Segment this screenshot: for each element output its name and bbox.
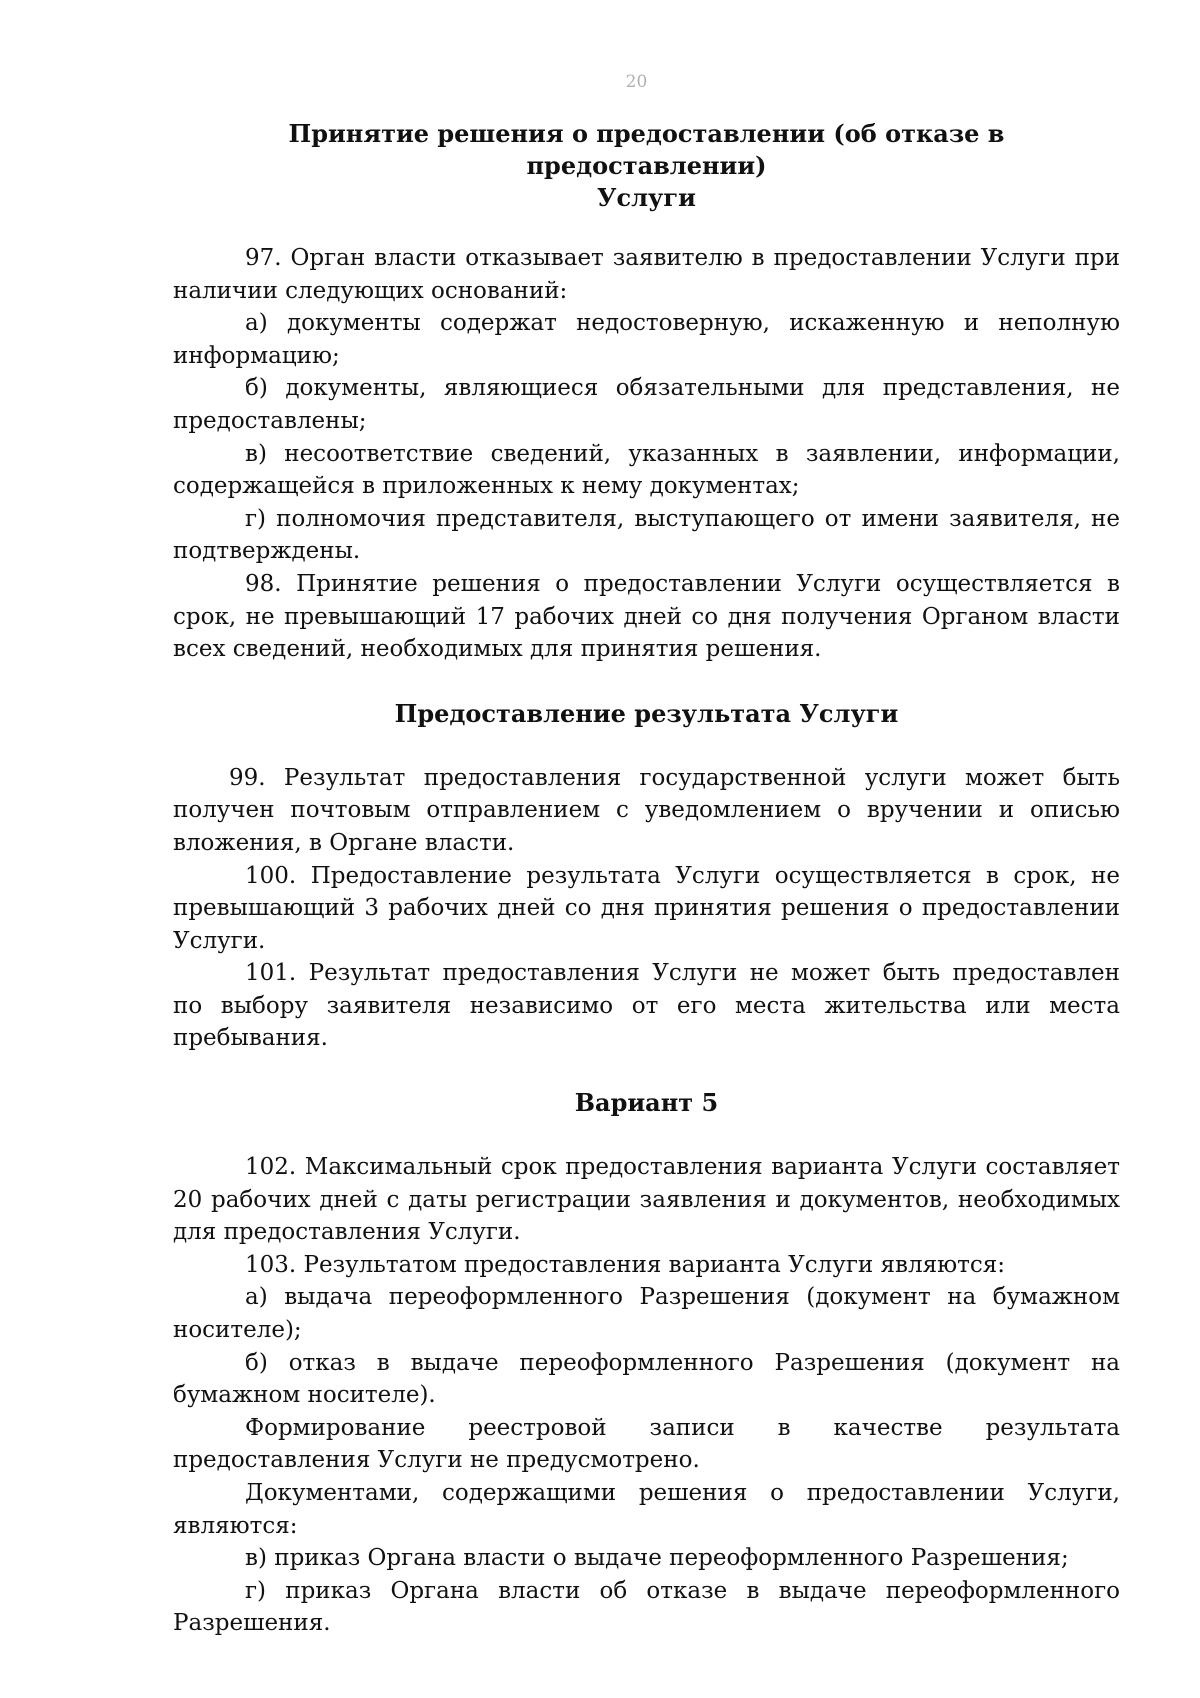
paragraph-102: 102. Максимальный срок предоставления варианта Услуги составляет 20 рабочих дней с даты регистрации заявления и документов, необходимых для предоставления Услуги.: [173, 1154, 1120, 1246]
paragraph-101: 101. Результат предоставления Услуги не может быть предоставлен по выбору заявителя независимо от его места жительства или места пребывания.: [173, 960, 1120, 1052]
paragraph-decision-docs-v: в) приказ Органа власти о выдаче переоформленного Разрешения;: [245, 1545, 1069, 1572]
section-heading-decision: [173, 118, 1120, 214]
paragraph-103: 103. Результатом предоставления варианта Услуги являются:: [245, 1251, 1005, 1278]
paragraph-97-g: г) полномочия представителя, выступающего от имени заявителя, не подтверждены.: [173, 505, 1120, 565]
section-heading-line: Принятие решения о предоставлении (об отказе в предоставлении): [288, 119, 1005, 180]
paragraph-registry-note: Формирование реестровой записи в качестве результата предоставления Услуги не предусмотрено.: [173, 1414, 1120, 1474]
paragraph-103-b: б) отказ в выдаче переоформленного Разрешения (документ на бумажном носителе).: [173, 1349, 1120, 1409]
paragraph-100: 100. Предоставление результата Услуги осуществляется в срок, не превышающий 3 рабочих дней со дня принятия решения о предоставлении Услуги.: [173, 862, 1120, 954]
paragraph-97: 97. Орган власти отказывает заявителю в предоставлении Услуги при наличии следующих оснований:: [173, 245, 1120, 304]
paragraph-decision-docs-g: г) приказ Органа власти об отказе в выдаче переоформленного Разрешения.: [173, 1577, 1120, 1637]
paragraph-decision-docs: Документами, содержащими решения о предоставлении Услуги, являются:: [173, 1480, 1120, 1539]
section-heading-line: Вариант 5: [574, 1088, 719, 1118]
section-heading-line: Предоставление результата Услуги: [394, 698, 899, 728]
paragraph-97-b: б) документы, являющиеся обязательными для представления, не предоставлены;: [173, 375, 1120, 434]
paragraph-98: 98. Принятие решения о предоставлении Услуги осуществляется в срок, не превышающий 17 рабочих дней со дня получения Органом власти всех сведений, необходимых для принятия решения.: [173, 570, 1120, 663]
paragraph-97-v: в) несоответствие сведений, указанных в заявлении, информации, содержащейся в приложенных к нему документах;: [173, 440, 1120, 500]
section-heading-result: [173, 698, 1120, 730]
section-heading-variant-5: [173, 1087, 1120, 1119]
paragraph-103-a: а) выдача переоформленного Разрешения (документ на бумажном носителе);: [173, 1284, 1120, 1344]
page-number: 20: [625, 72, 648, 92]
paragraph-99: 99. Результат предоставления государственной услуги может быть получен почтовым отправлением с уведомлением о вручении и описью вложения, в Органе власти.: [173, 764, 1120, 856]
paragraph-97-a: а) документы содержат недостоверную, искаженную и неполную информацию;: [173, 310, 1120, 369]
section-heading-line: Услуги: [597, 183, 696, 212]
